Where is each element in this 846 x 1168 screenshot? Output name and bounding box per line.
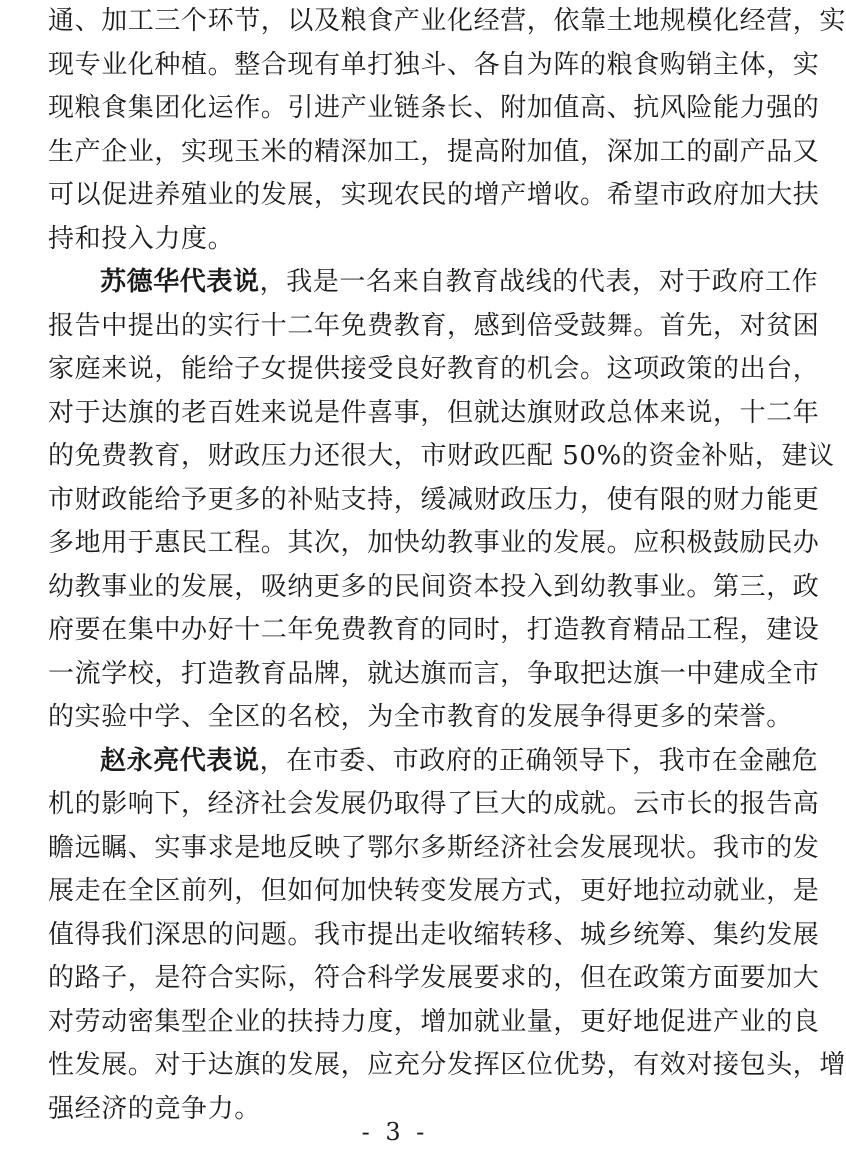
text-line: 现专业化种植。整合现有单打独斗、各自为阵的粮食购销主体，实 — [48, 49, 820, 80]
text-line: 幼教事业的发展，吸纳更多的民间资本投入到幼教事业。第三，政 — [48, 571, 820, 602]
text-line: 对劳动密集型企业的扶持力度，增加就业量，更好地促进产业的良 — [48, 1006, 820, 1037]
text-line-first — [48, 261, 819, 305]
text-line: 值得我们深思的问题。我市提出走收缩转移、城乡统筹、集约发展 — [48, 919, 820, 950]
text-line: 市财政能给予更多的补贴支持，缓减财政压力，使有限的财力能更 — [48, 484, 820, 515]
text-line: 的免费教育，财政压力还很大，市财政匹配 50%的资金补贴，建议 — [48, 441, 835, 471]
speaker-statement: ，在市委、市政府的正确领导下，我市在金融危 — [259, 745, 819, 776]
text-line: 多地用于惠民工程。其次，加快幼教事业的发展。应积极鼓励民办 — [48, 528, 820, 558]
text-line-first — [48, 740, 819, 784]
text-line: 通、加工三个环节，以及粮食产业化经营，依靠土地规模化经营，实 — [48, 6, 846, 36]
text-line: 府要在集中办好十二年免费教育的同时，打造教育精品工程，建设 — [48, 615, 820, 645]
text-line: 报告中提出的实行十二年免费教育，感到倍受鼓舞。首先，对贫困 — [48, 310, 820, 341]
speaker-name: 赵永亮代表说 — [100, 745, 260, 776]
body-text — [48, 0, 846, 1131]
text-line: 现粮食集团化运作。引进产业链条长、附加值高、抗风险能力强的 — [48, 93, 820, 123]
text-line: 对于达旗的老百姓来说是件喜事，但就达旗财政总体来说，十二年 — [48, 397, 820, 428]
speaker-statement: ，我是一名来自教育战线的代表，对于政府工作 — [259, 267, 819, 297]
text-line: 生产企业，实现玉米的精深加工，提高附加值，深加工的副产品又 — [48, 136, 820, 167]
text-line: 机的影响下，经济社会发展仍取得了巨大的成就。云市长的报告高 — [48, 789, 820, 819]
text-line: 展走在全区前列，但如何加快转变发展方式，更好地拉动就业，是 — [48, 876, 820, 906]
text-line: 强经济的竞争力。 — [48, 1093, 261, 1124]
paragraph-3 — [48, 740, 846, 1132]
text-line: 性发展。对于达旗的发展，应充分发挥区位优势，有效对接包头，增 — [48, 1050, 846, 1080]
speaker-name: 苏德华代表说 — [100, 267, 260, 297]
paragraph-1 — [48, 0, 846, 261]
text-line: 家庭来说，能给子女提供接受良好教育的机会。这项政策的出台， — [48, 354, 820, 384]
text-line: 持和投入力度。 — [48, 223, 235, 254]
page-number: - 3 - — [361, 1118, 429, 1146]
text-line: 的路子，是符合实际，符合科学发展要求的，但在政策方面要加大 — [48, 963, 820, 993]
text-line: 瞻远瞩、实事求是地反映了鄂尔多斯经济社会发展现状。我市的发 — [48, 832, 820, 863]
paragraph-2 — [48, 261, 835, 740]
text-line: 一流学校，打造教育品牌，就达旗而言，争取把达旗一中建成全市 — [48, 658, 820, 689]
text-line: 可以促进养殖业的发展，实现农民的增产增收。希望市政府加大扶 — [48, 180, 820, 210]
text-line: 的实验中学、全区的名校，为全市教育的发展争得更多的荣誉。 — [48, 702, 793, 732]
